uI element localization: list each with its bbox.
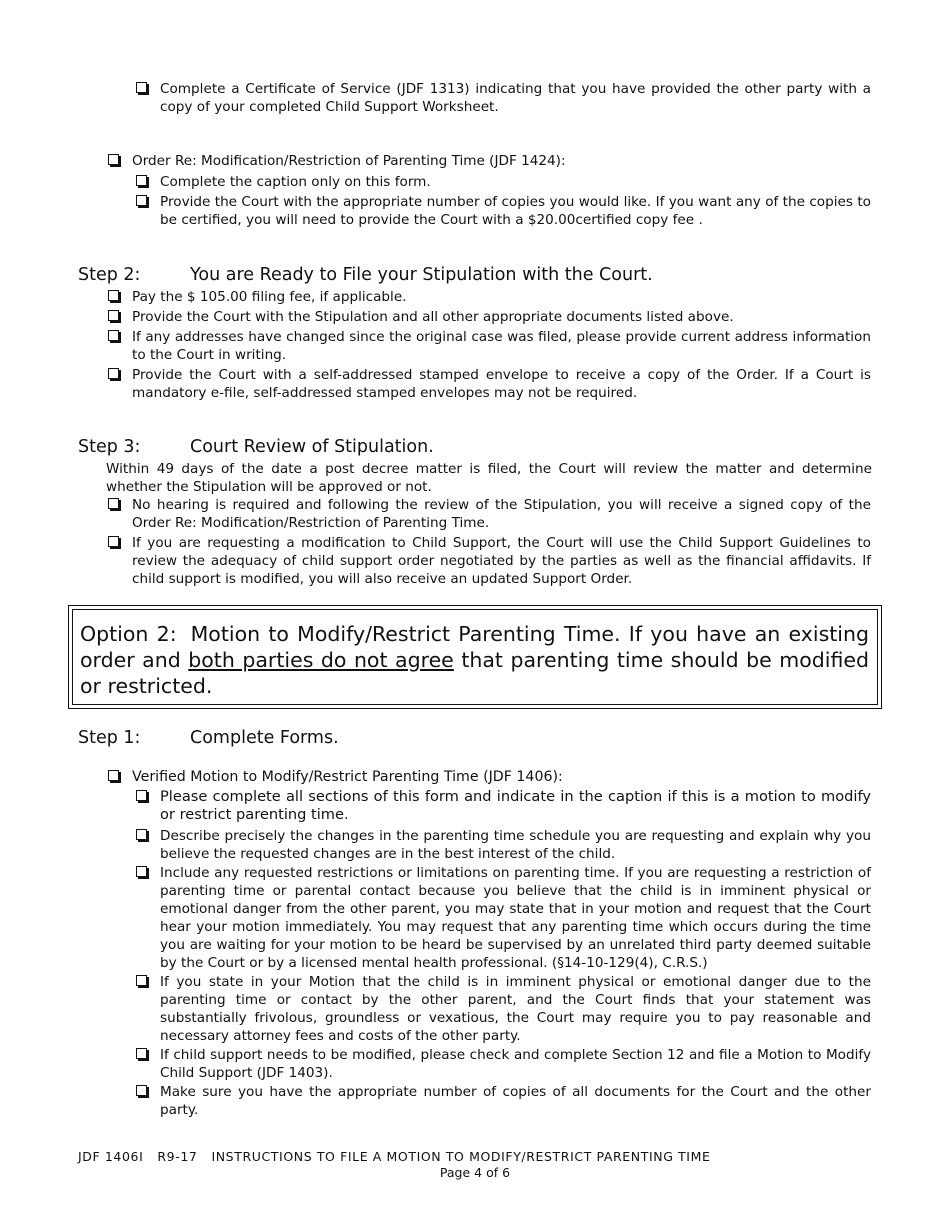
item-text: Complete the caption only on this form.	[160, 174, 431, 190]
checklist-subitem	[136, 827, 871, 863]
item-text: Provide the Court with the Stipulation and all other appropriate documents listed above.	[132, 309, 734, 325]
checklist-item	[108, 288, 871, 306]
checklist-subitem	[136, 973, 871, 1045]
step-title: You are Ready to File your Stipulation with the Court.	[190, 265, 653, 285]
checkbox-icon	[136, 790, 147, 801]
item-text: Pay the $ 105.00 filing fee, if applicable.	[132, 289, 407, 305]
page-number: Page 4 of 6	[439, 1165, 511, 1180]
option-title: Motion to Modify/Restrict Parenting Time.	[190, 622, 621, 646]
checklist-subitem	[136, 864, 871, 972]
item-text: If you are requesting a modification to Child Support, the Court will use the Child Support Guidelines to review the adequacy of child support order negotiated by the parties as well as the financial affidavits. If child support is modified, you will also receive an updated Support Order.	[132, 535, 871, 587]
item-text: If any addresses have changed since the original case was filed, please provide current address information to the Court in writing.	[132, 329, 871, 363]
checklist-subitem	[136, 788, 871, 824]
item-text: Provide the Court with the appropriate number of copies you would like. If you want any of the copies to be certified, you will need to provide the Court with a $20.00certified copy fee .	[160, 194, 871, 228]
option-text: that parenting time should be modified or restricted.	[80, 648, 869, 698]
checkbox-icon	[108, 536, 119, 547]
item-text: Please complete all sections of this form and indicate in the caption if this is a motion to modify or restrict parenting time.	[160, 788, 871, 823]
option-underlined-text: both parties do not agree	[188, 648, 454, 672]
option-label: Option 2:	[80, 622, 177, 646]
form-id: JDF 1406I	[78, 1149, 144, 1164]
step-title: Complete Forms.	[190, 728, 339, 748]
checklist-subitem	[136, 1083, 871, 1119]
item-text: No hearing is required and following the review of the Stipulation, you will receive a signed copy of the Order Re: Modification/Restriction of Parenting Time.	[132, 497, 871, 531]
page-footer	[78, 1149, 724, 1165]
checkbox-icon	[108, 498, 119, 509]
checkbox-icon	[108, 330, 119, 341]
checkbox-icon	[136, 82, 147, 93]
checkbox-icon	[136, 829, 147, 840]
checklist-item	[108, 496, 871, 532]
checkbox-icon	[108, 154, 119, 165]
checklist-subitem	[136, 1046, 871, 1082]
checklist-item	[108, 366, 871, 402]
option-2-box	[68, 605, 882, 709]
checklist-subitem	[136, 173, 871, 191]
checkbox-icon	[136, 1048, 147, 1059]
checkbox-icon	[136, 195, 147, 206]
form-revision: R9-17	[157, 1149, 198, 1164]
item-text: Include any requested restrictions or limitations on parenting time. If you are requesting a restriction of parenting time or parental contact because you believe that the child is in imminent physical or emotional danger from the other parent, you may state that in your motion and request that the Court hear your motion immediately. You may request that any parenting time which occurs during the time you are waiting for your motion to be heard be supervised by an unrelated third party deemed suitable by the Court or by a licensed mental health professional. (§14-10-129(4), C.R.S.)	[160, 865, 871, 971]
checklist-item	[108, 534, 871, 588]
step-title: Court Review of Stipulation.	[190, 437, 434, 457]
step-number: Step 1:	[78, 728, 141, 748]
step-3-intro: Within 49 days of the date a post decree matter is filed, the Court will review the matter and determine whether the Stipulation will be approved or not.	[106, 461, 872, 495]
checkbox-icon	[136, 975, 147, 986]
step-3-heading	[78, 436, 434, 458]
checklist-item-certificate-of-service	[136, 80, 871, 116]
item-text: Complete a Certificate of Service (JDF 1313) indicating that you have provided the other party with a copy of your completed Child Support Worksheet.	[160, 81, 871, 115]
step-number: Step 2:	[78, 265, 141, 285]
checkbox-icon	[108, 770, 119, 781]
item-text: If child support needs to be modified, please check and complete Section 12 and file a Motion to Modify Child Support (JDF 1403).	[160, 1047, 871, 1081]
item-text: Make sure you have the appropriate number of copies of all documents for the Court and the other party.	[160, 1084, 871, 1118]
step-number: Step 3:	[78, 437, 141, 457]
step-2-heading	[78, 264, 653, 286]
checkbox-icon	[108, 368, 119, 379]
checklist-item	[108, 328, 871, 364]
item-text: Describe precisely the changes in the parenting time schedule you are requesting and explain why you believe the requested changes are in the best interest of the child.	[160, 828, 871, 862]
form-title: INSTRUCTIONS TO FILE A MOTION TO MODIFY/RESTRICT PARENTING TIME	[211, 1149, 711, 1164]
checkbox-icon	[108, 310, 119, 321]
option-text: If you have an existing order and	[80, 622, 869, 672]
option-2-text	[72, 609, 878, 705]
step-1-heading	[78, 727, 339, 749]
item-text: Provide the Court with a self-addressed stamped envelope to receive a copy of the Order. If a Court is mandatory e-file, self-addressed stamped envelopes may not be required.	[132, 367, 871, 401]
checkbox-icon	[136, 866, 147, 877]
checkbox-icon	[108, 290, 119, 301]
item-text: If you state in your Motion that the child is in imminent physical or emotional danger due to the parenting time or contact by the other parent, and the Court finds that your statement was substantially frivolous, groundless or vexatious, the Court may require you to pay reasonable and necessary attorney fees and costs of the other party.	[160, 974, 871, 1044]
item-heading: Order Re: Modification/Restriction of Parenting Time (JDF 1424):	[132, 153, 566, 169]
item-heading: Verified Motion to Modify/Restrict Parenting Time (JDF 1406):	[132, 769, 563, 785]
checkbox-icon	[136, 1085, 147, 1096]
checklist-item-order-re	[108, 152, 871, 170]
checklist-item-verified-motion	[108, 768, 871, 786]
checkbox-icon	[136, 175, 147, 186]
checklist-subitem	[136, 193, 871, 229]
checklist-item	[108, 308, 871, 326]
